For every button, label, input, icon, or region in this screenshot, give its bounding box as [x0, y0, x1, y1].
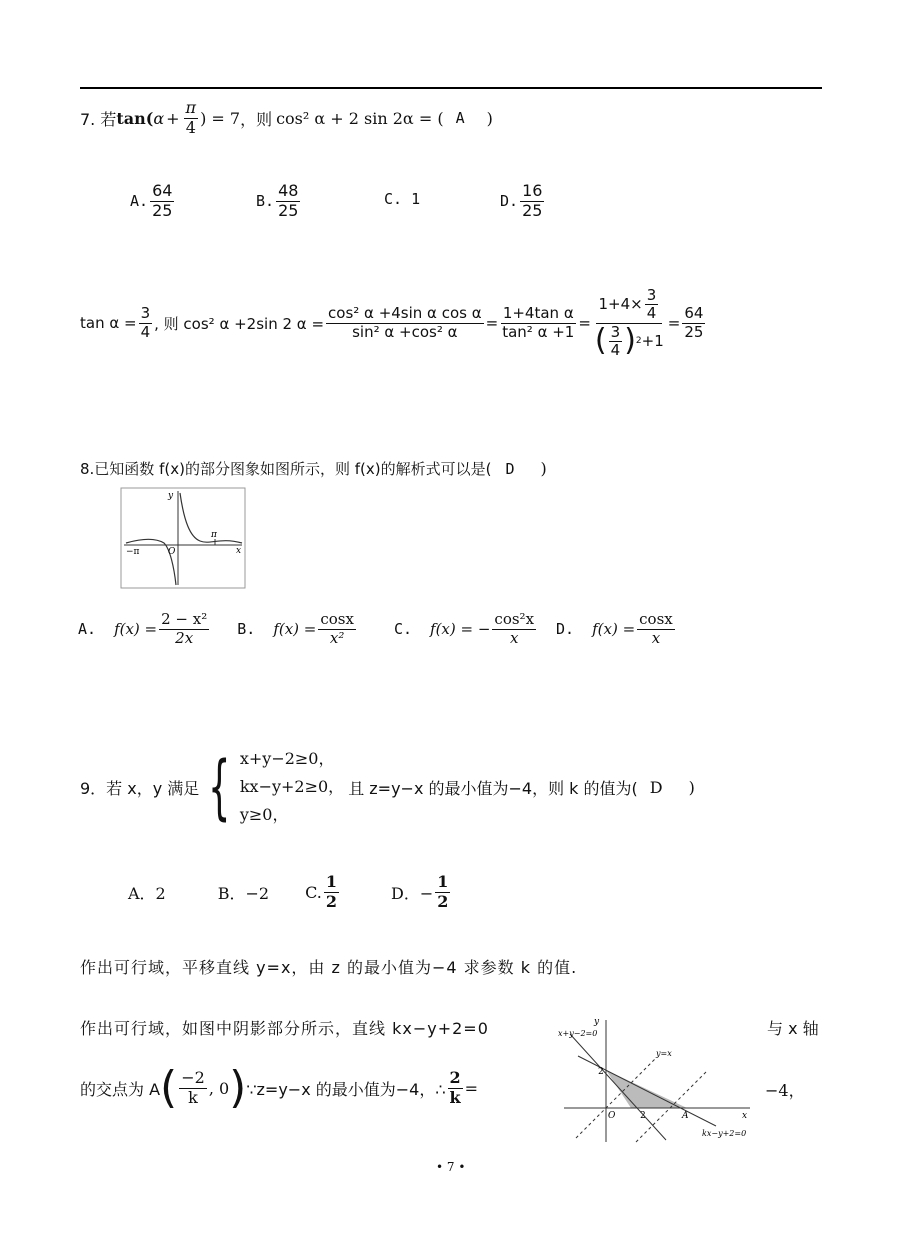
graph-origin-label: O: [168, 547, 176, 557]
q7-option-b: B. $\frac{48}{25}$: [256, 181, 299, 220]
graph-y-label: y: [594, 1017, 600, 1027]
q7-solution: tan α = $\frac{3}{4}$ , 则 cos² α +2sin 2 α = $\frac{\text{cos² α +4sin α cos α}}{\text{sin² α +cos² α}}$ = $\frac{\text{1+4tan α}}{\text{tan² α +1}}$ = 1+4× $\frac{3}{4}$ ( $\frac{3}{4}$ ) 2 +1 = $\frac{64}{25}$: [80, 286, 704, 359]
q9-feasible-region-graph: [556, 1012, 756, 1146]
q9-solution-line2: 的交点为 A ( $\frac{-2}{k}$ , 0 ) ∵z=y−x 的最小值为−4，∴ $\frac{2}{k}$ =: [80, 1062, 479, 1113]
q7-option-c: C. 1: [384, 190, 421, 208]
q9-option-b: B．−2: [217, 883, 270, 903]
constraint-3: y≥0，: [239, 805, 289, 824]
graph-pi-label: π: [211, 530, 217, 540]
header-rule: [80, 87, 822, 89]
q9-option-d: $\frac{1}{2}$: [437, 872, 449, 911]
label-line1: x+y−2=0: [558, 1029, 598, 1038]
label-line2: y=x: [656, 1049, 672, 1058]
graph-y-label: y: [168, 491, 174, 501]
q7-option-a: A. $\frac{64}{25}$: [130, 181, 173, 220]
graph-x-two-label: 2: [640, 1111, 646, 1121]
q7-label: 7. 若: [80, 109, 117, 129]
constraint-1: x+y−2≥0，: [239, 749, 335, 768]
q7-pi-over-4: $\frac{\pi}{4}$: [185, 98, 197, 137]
q9-constraints: [240, 745, 344, 829]
q9-answer: D: [649, 777, 663, 797]
q9-solution-line1-end: 与 x 轴: [767, 1019, 819, 1038]
label-line3: kx−y+2=0: [702, 1129, 747, 1138]
graph-point-a-label: A: [682, 1111, 689, 1121]
q8-answer: D: [505, 459, 515, 478]
q7-stem: 7. 若 tan( α + $\frac{\pi}{4}$ ) = 7 ，则 cos² α + 2 sin 2α = ( A ): [80, 98, 493, 137]
q7-answer: A: [455, 109, 465, 127]
q9-option-d-label: D．−: [391, 883, 434, 903]
q9-option-a: A．2: [128, 883, 166, 903]
line-x-plus-y: [570, 1034, 666, 1140]
q9-hint: 作出可行域，平移直线 y=x，由 z 的最小值为−4 求参数 k 的值.: [80, 958, 578, 977]
graph-y-two-label: 2: [598, 1067, 604, 1077]
q9-options: [128, 868, 452, 916]
q9-stem: 9．若 x，y 满足 { x+y−2≥0， kx−y+2≥0， y≥0， 且 z=y−x 的最小值为−4，则 k 的值为( D ): [80, 746, 695, 828]
shaded-feasible-region: [606, 1070, 687, 1108]
q7-final-fraction: 1+4× $\frac{3}{4}$ ( $\frac{3}{4}$ ) 2 +1: [594, 286, 664, 359]
q9-solution-line1: 作出可行域，如图中阴影部分所示，直线 kx−y+2=0: [80, 1019, 489, 1038]
q7-option-d: D. $\frac{16}{25}$: [500, 181, 543, 220]
q9-option-c: $\frac{1}{2}$: [325, 872, 338, 911]
constraint-2: kx−y+2≥0，: [239, 777, 345, 796]
q9-option-c-label: C.: [305, 882, 322, 902]
graph-x-label: x: [236, 546, 242, 556]
q8-options: A. f(x) = $\frac{\text{2 − x²}}{2x}$ B. f(x) = $\frac{\cos x}{\text{x²}}$ C. f(x) = − $\frac{\text{cos²x}}{x}$ D. f(x) = $\frac{\cos x}{x}$: [78, 610, 673, 647]
graph-neg-pi-label: −π: [126, 547, 140, 557]
q9-solution-line2-end: −4，: [765, 1081, 805, 1100]
q8-stem: 8.已知函数 f(x)的部分图象如图所示，则 f(x)的解析式可以是( D ): [80, 459, 547, 478]
q8-function-graph: [120, 487, 246, 589]
graph-origin-label: O: [608, 1111, 616, 1121]
graph-frame: [121, 488, 245, 588]
graph-x-label: x: [742, 1111, 748, 1121]
page-number: • 7 •: [436, 1160, 466, 1174]
